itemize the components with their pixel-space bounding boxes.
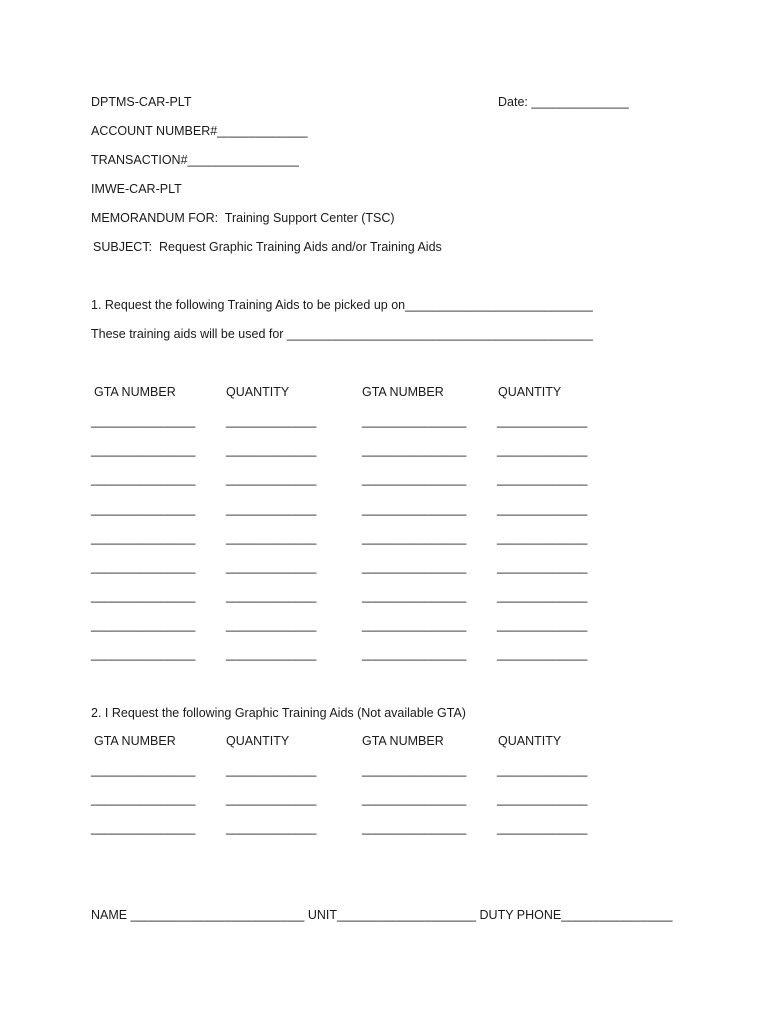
gta-number-blank[interactable]: _______________ <box>362 502 467 516</box>
quantity-blank[interactable]: _____________ <box>497 531 588 545</box>
quantity-blank[interactable]: _____________ <box>497 821 588 835</box>
entry-row <box>0 648 770 662</box>
quantity-blank[interactable]: _____________ <box>497 443 588 457</box>
column-header-quantity: QUANTITY <box>498 734 562 748</box>
transaction-field[interactable]: TRANSACTION#________________ <box>91 153 299 167</box>
gta-number-blank[interactable]: _______________ <box>91 472 196 486</box>
quantity-blank[interactable]: _____________ <box>497 618 588 632</box>
gta-number-blank[interactable]: _______________ <box>362 589 467 603</box>
gta-number-blank[interactable]: _______________ <box>91 763 196 777</box>
gta-number-blank[interactable]: _______________ <box>91 502 196 516</box>
entry-row <box>0 822 770 836</box>
gta-number-blank[interactable]: _______________ <box>91 414 196 428</box>
quantity-blank[interactable]: _____________ <box>226 414 317 428</box>
entry-row <box>0 619 770 633</box>
gta-number-blank[interactable]: _______________ <box>362 763 467 777</box>
gta-number-blank[interactable]: _______________ <box>362 472 467 486</box>
gta-number-blank[interactable]: _______________ <box>91 792 196 806</box>
column-header-quantity: QUANTITY <box>498 385 562 399</box>
quantity-blank[interactable]: _____________ <box>226 618 317 632</box>
gta-number-blank[interactable]: _______________ <box>91 647 196 661</box>
office-symbol: DPTMS-CAR-PLT <box>91 95 192 109</box>
entry-row <box>0 561 770 575</box>
gta-number-blank[interactable]: _______________ <box>362 560 467 574</box>
gta-number-blank[interactable]: _______________ <box>362 821 467 835</box>
column-header-gta-number: GTA NUMBER <box>94 734 176 748</box>
entry-row <box>0 764 770 778</box>
gta-number-blank[interactable]: _______________ <box>362 792 467 806</box>
quantity-blank[interactable]: _____________ <box>226 443 317 457</box>
section1-column-headers <box>0 386 770 400</box>
quantity-blank[interactable]: _____________ <box>497 589 588 603</box>
gta-number-blank[interactable]: _______________ <box>362 443 467 457</box>
gta-number-blank[interactable]: _______________ <box>91 618 196 632</box>
column-header-gta-number: GTA NUMBER <box>94 385 176 399</box>
quantity-blank[interactable]: _____________ <box>226 821 317 835</box>
column-header-gta-number: GTA NUMBER <box>362 734 444 748</box>
gta-number-blank[interactable]: _______________ <box>362 618 467 632</box>
account-number-field[interactable]: ACCOUNT NUMBER#_____________ <box>91 124 308 138</box>
entry-row <box>0 503 770 517</box>
quantity-blank[interactable]: _____________ <box>226 472 317 486</box>
subject-line: SUBJECT: Request Graphic Training Aids and/or Training Aids <box>93 240 442 254</box>
gta-number-blank[interactable]: _______________ <box>91 560 196 574</box>
quantity-blank[interactable]: _____________ <box>497 560 588 574</box>
entry-row <box>0 473 770 487</box>
signature-line[interactable]: NAME _________________________ UNIT____________________ DUTY PHONE________________ <box>91 908 673 922</box>
column-header-quantity: QUANTITY <box>226 385 290 399</box>
gta-number-blank[interactable]: _______________ <box>91 443 196 457</box>
gta-number-blank[interactable]: _______________ <box>362 531 467 545</box>
used-for-field[interactable]: These training aids will be used for ____________________________________________ <box>91 327 593 341</box>
quantity-blank[interactable]: _____________ <box>497 763 588 777</box>
quantity-blank[interactable]: _____________ <box>226 560 317 574</box>
gta-number-blank[interactable]: _______________ <box>91 821 196 835</box>
quantity-blank[interactable]: _____________ <box>226 763 317 777</box>
quantity-blank[interactable]: _____________ <box>226 502 317 516</box>
memorandum-for: MEMORANDUM FOR: Training Support Center (TSC) <box>91 211 395 225</box>
entry-row <box>0 793 770 807</box>
quantity-blank[interactable]: _____________ <box>226 647 317 661</box>
quantity-blank[interactable]: _____________ <box>226 792 317 806</box>
quantity-blank[interactable]: _____________ <box>497 792 588 806</box>
entry-row <box>0 590 770 604</box>
column-header-gta-number: GTA NUMBER <box>362 385 444 399</box>
entry-row <box>0 532 770 546</box>
gta-number-blank[interactable]: _______________ <box>362 647 467 661</box>
quantity-blank[interactable]: _____________ <box>497 414 588 428</box>
gta-number-blank[interactable]: _______________ <box>91 531 196 545</box>
quantity-blank[interactable]: _____________ <box>497 647 588 661</box>
entry-row <box>0 415 770 429</box>
gta-number-blank[interactable]: _______________ <box>91 589 196 603</box>
quantity-blank[interactable]: _____________ <box>226 531 317 545</box>
entry-row <box>0 444 770 458</box>
quantity-blank[interactable]: _____________ <box>226 589 317 603</box>
quantity-blank[interactable]: _____________ <box>497 502 588 516</box>
column-header-quantity: QUANTITY <box>226 734 290 748</box>
date-field[interactable]: Date: ______________ <box>498 95 629 109</box>
pickup-date-field[interactable]: 1. Request the following Training Aids to be picked up on___________________________ <box>91 298 593 312</box>
quantity-blank[interactable]: _____________ <box>497 472 588 486</box>
imwe-office-symbol: IMWE-CAR-PLT <box>91 182 182 196</box>
section2-column-headers <box>0 735 770 749</box>
gta-number-blank[interactable]: _______________ <box>362 414 467 428</box>
section2-title: 2. I Request the following Graphic Training Aids (Not available GTA) <box>91 706 466 720</box>
